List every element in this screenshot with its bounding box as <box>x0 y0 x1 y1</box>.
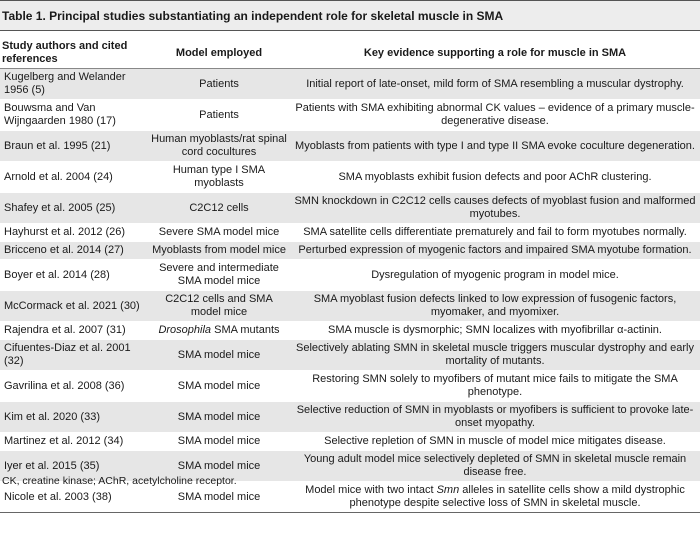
cell-model: SMA model mice <box>177 435 261 447</box>
column-header-evidence: Key evidence supporting a role for muscle in SMA <box>290 38 700 69</box>
cell-evidence-italic: Smn <box>436 484 460 496</box>
cell-model: Patients <box>199 108 239 121</box>
cell-model: C2C12 cells and SMA model mice <box>148 291 290 322</box>
table-title: Table 1. Principal studies substantiating an independent role for skeletal muscle in SMA <box>0 0 700 31</box>
cell-evidence: Selective reduction of SMN in myoblasts or myofibers is sufficient to provoke late-onset myopathy. <box>290 402 700 433</box>
table-row <box>0 100 700 131</box>
cell-evidence: Perturbed expression of myogenic factors and impaired SMA myotube formation. <box>290 242 700 260</box>
cell-authors: Kim et al. 2020 (33) <box>0 402 148 433</box>
cell-evidence: Myoblasts from patients with type I and type II SMA evoke coculture degeneration. <box>290 131 700 162</box>
cell-authors: Hayhurst et al. 2012 (26) <box>4 226 126 238</box>
table-row <box>0 162 700 193</box>
cell-model: SMA model mice <box>148 340 290 371</box>
table-row <box>0 224 700 242</box>
cell-authors: Iyer et al. 2015 (35) <box>0 451 148 482</box>
header-row <box>0 38 700 69</box>
cell-evidence: Young adult model mice selectively depleted of SMN in skeletal muscle remain disease free. <box>290 451 700 482</box>
cell-model: Myoblasts from model mice <box>148 242 290 260</box>
cell-model: Human myoblasts/rat spinal cord cocultures <box>148 131 290 162</box>
cell-evidence-pre: Model mice with two intact <box>305 484 437 496</box>
cell-model: SMA model mice <box>148 451 290 482</box>
cell-model: Patients <box>148 69 290 100</box>
cell-authors: Gavrilina et al. 2008 (36) <box>4 379 125 392</box>
cell-model: SMA model mice <box>177 379 261 392</box>
cell-model: C2C12 cells <box>148 193 290 224</box>
cell-evidence: Dysregulation of myogenic program in model mice. <box>371 268 619 281</box>
cell-evidence: Initial report of late-onset, mild form of SMA resembling a muscular dystrophy. <box>290 69 700 100</box>
cell-evidence: SMA myoblast fusion defects linked to low expression of fusogenic factors, myomaker, and myomixer. <box>290 291 700 322</box>
cell-evidence: SMA muscle is dysmorphic; SMN localizes with myofibrillar α-actinin. <box>327 324 662 336</box>
cell-model-italic: Drosophila <box>158 324 212 336</box>
cell-authors: Kugelberg and Welander 1956 (5) <box>0 69 148 100</box>
cell-model: Severe SMA model mice <box>158 226 280 238</box>
cell-authors: Bricceno et al. 2014 (27) <box>0 242 148 260</box>
table-row <box>0 260 700 291</box>
cell-model: Human type I SMA myoblasts <box>172 164 266 189</box>
cell-authors: McCormack et al. 2021 (30) <box>0 291 148 322</box>
cell-evidence: Restoring SMN solely to myofibers of mutant mice fails to mitigate the SMA phenotype. <box>312 373 678 398</box>
cell-evidence <box>290 482 700 513</box>
cell-authors: Nicole et al. 2003 (38) <box>0 482 148 513</box>
cell-authors: Shafey et al. 2005 (25) <box>0 193 148 224</box>
cell-evidence: Selective repletion of SMN in muscle of model mice mitigates disease. <box>324 435 666 447</box>
column-header-authors: Study authors and cited references <box>0 38 148 69</box>
table-row <box>0 69 700 100</box>
table-row <box>0 433 700 451</box>
table-row <box>0 131 700 162</box>
table-row <box>0 340 700 371</box>
cell-model: SMA model mice <box>148 482 290 513</box>
cell-authors: Boyer et al. 2014 (28) <box>4 268 110 281</box>
table-row <box>0 291 700 322</box>
cell-model <box>148 322 290 340</box>
cell-evidence-post: alleles in satellite cells show a mild dystrophic phenotype despite selective loss of SMN in skeletal muscle. <box>349 484 685 509</box>
cell-model: SMA model mice <box>148 402 290 433</box>
table-row <box>0 371 700 402</box>
table-row <box>0 322 700 340</box>
cell-authors: Cifuentes-Diaz et al. 2001 (32) <box>0 340 148 371</box>
table-row <box>0 402 700 433</box>
column-header-model: Model employed <box>148 38 290 69</box>
cell-authors: Bouwsma and Van Wijngaarden 1980 (17) <box>4 102 116 127</box>
table-footnote: CK, creatine kinase; AChR, acetylcholine receptor. <box>2 475 237 487</box>
cell-authors: Braun et al. 1995 (21) <box>0 131 148 162</box>
cell-model: Severe and intermediate SMA model mice <box>159 262 279 287</box>
cell-evidence: Selectively ablating SMN in skeletal muscle triggers muscular dystrophy and early mortality of mutants. <box>290 340 700 371</box>
cell-evidence: SMA myoblasts exhibit fusion defects and poor AChR clustering. <box>338 170 652 183</box>
cell-model-rest: SMA mutants <box>211 324 280 336</box>
table-row <box>0 242 700 260</box>
studies-table <box>0 38 700 513</box>
cell-evidence: SMN knockdown in C2C12 cells causes defects of myoblast fusion and malformed myotubes. <box>290 193 700 224</box>
cell-evidence: SMA satellite cells differentiate prematurely and fail to form myotubes normally. <box>303 226 687 238</box>
cell-authors: Martinez et al. 2012 (34) <box>4 435 124 447</box>
cell-authors: Arnold et al. 2004 (24) <box>4 170 113 183</box>
table-row <box>0 193 700 224</box>
cell-authors: Rajendra et al. 2007 (31) <box>4 324 126 336</box>
cell-evidence: Patients with SMA exhibiting abnormal CK values – evidence of a primary muscle-degenerative disease. <box>295 102 695 127</box>
